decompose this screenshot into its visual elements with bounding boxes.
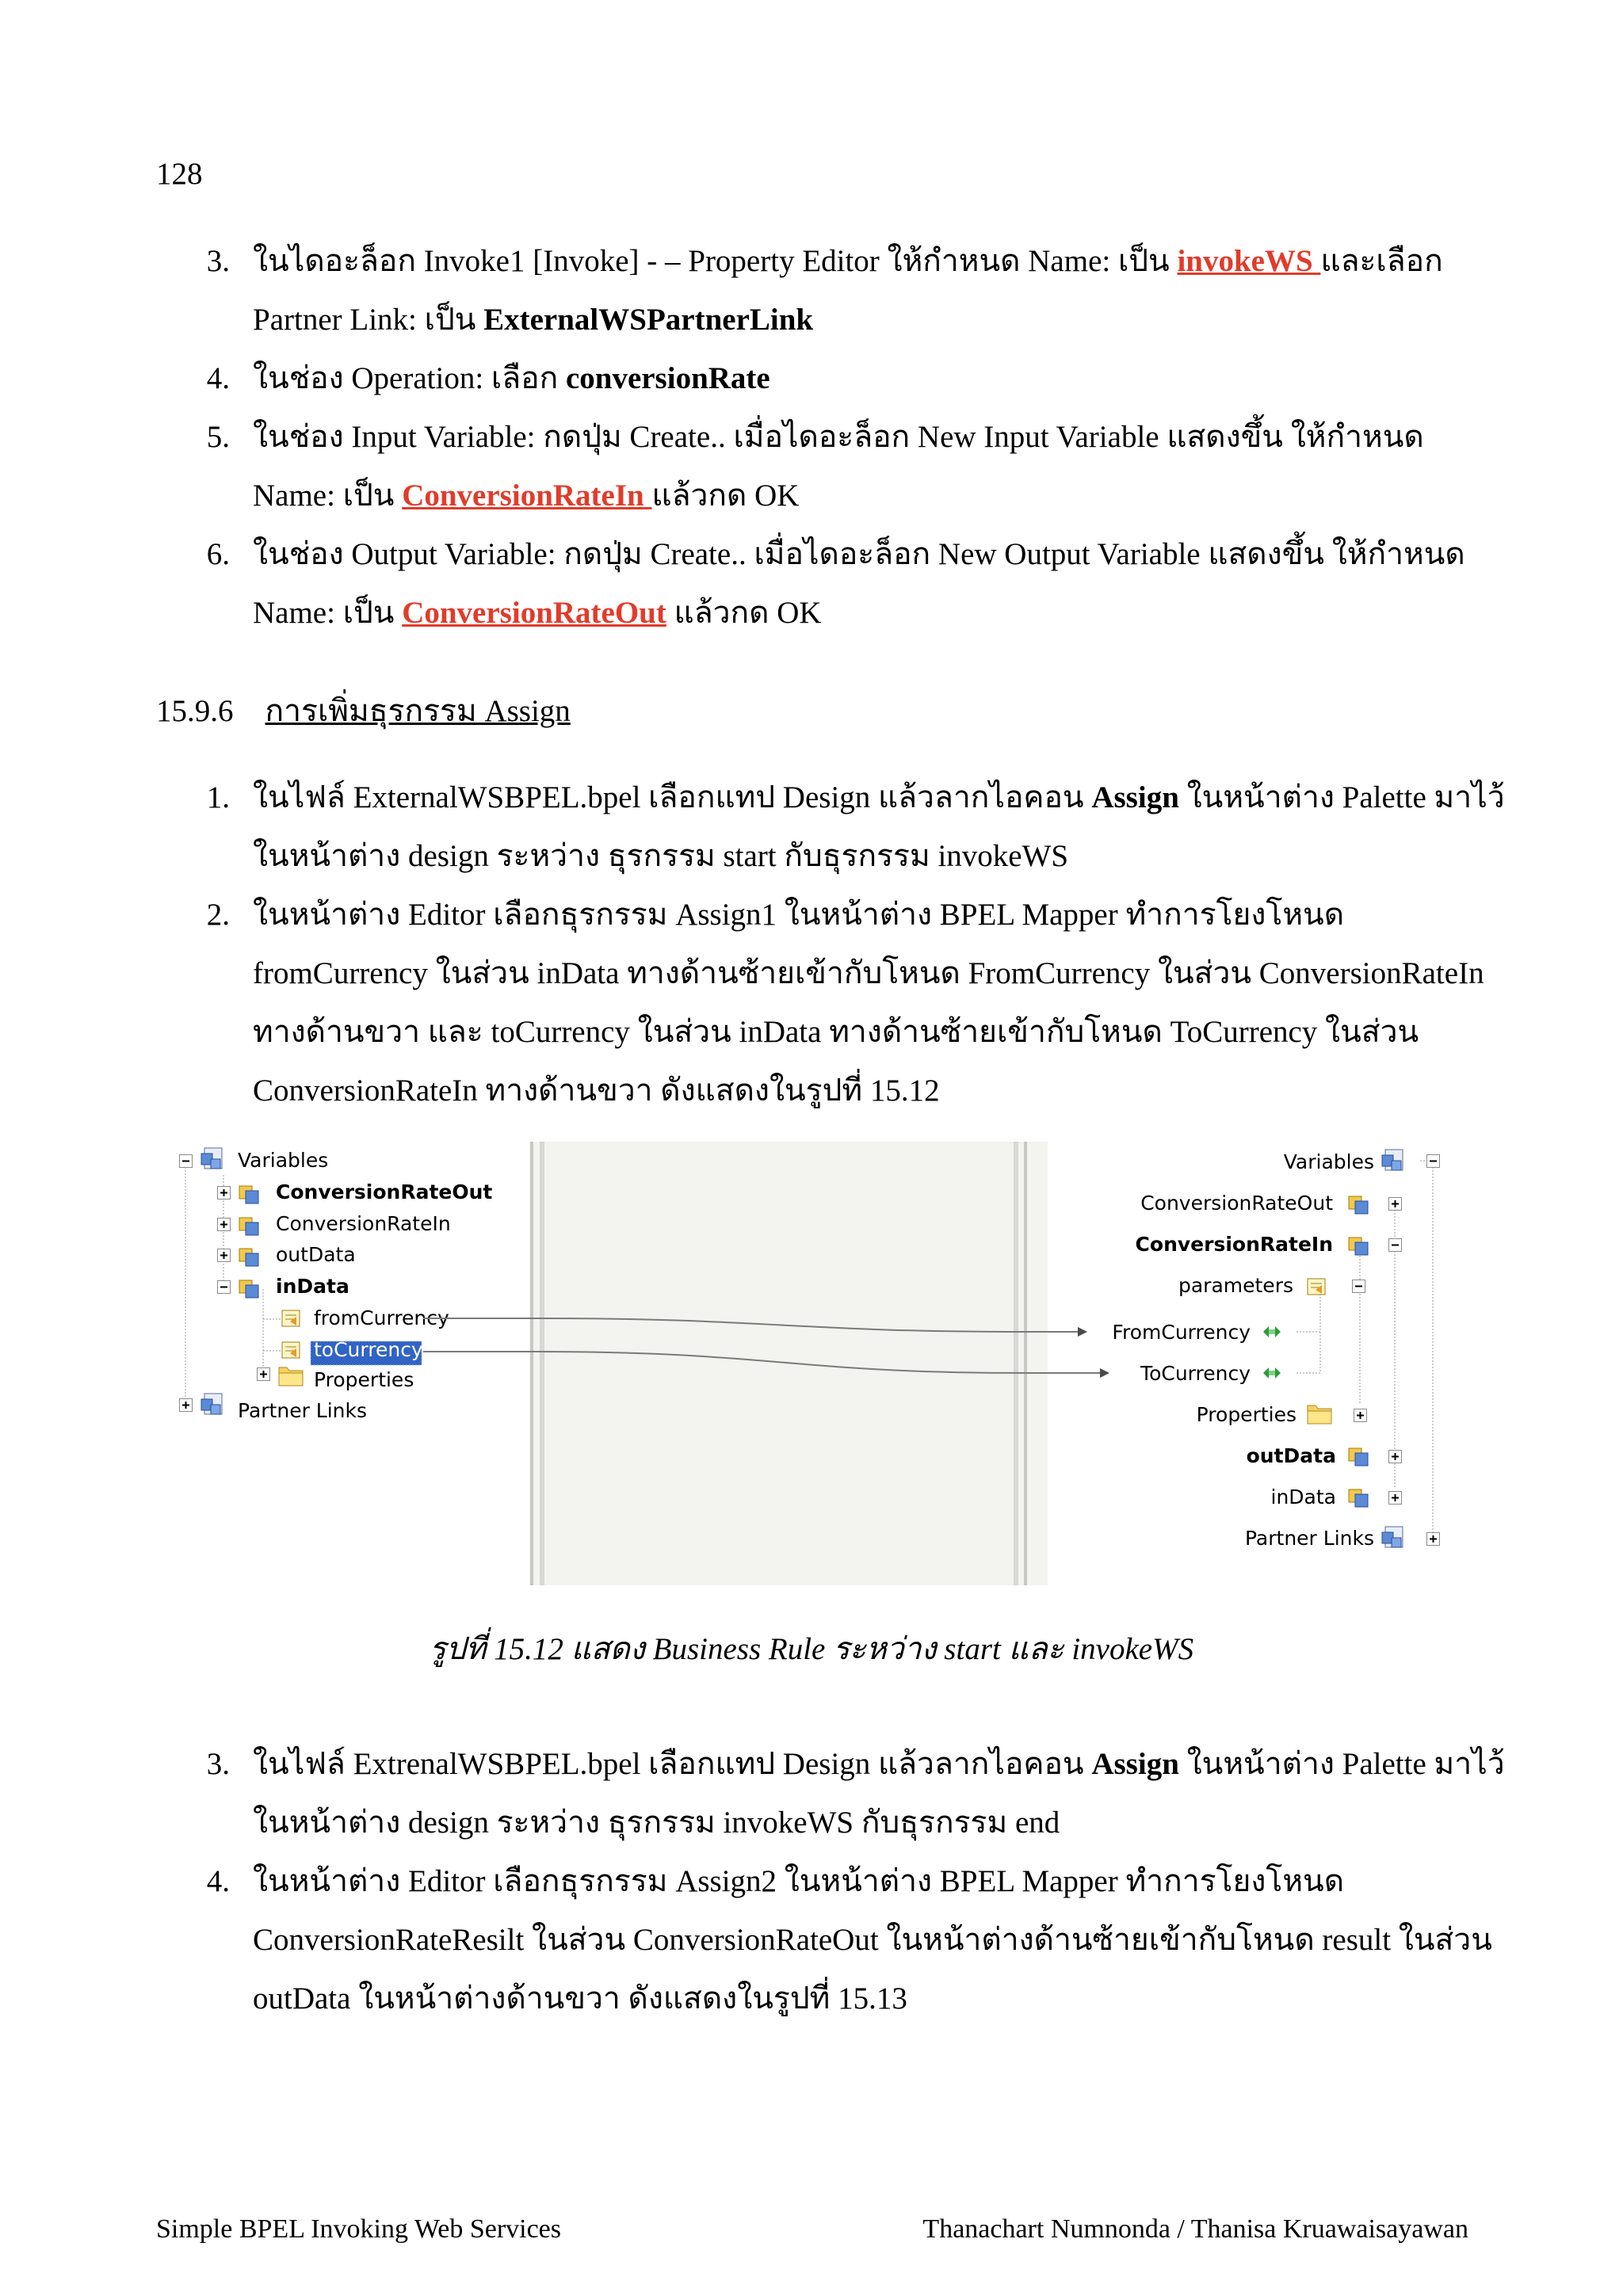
list-number: 3.	[206, 1747, 230, 1781]
left-tree-item-fromcurrency[interactable]: fromCurrency	[314, 1306, 449, 1329]
left-tree-item-indata[interactable]: inData	[276, 1275, 349, 1298]
assign-keyword: Assign	[1091, 1747, 1179, 1781]
item-text: ในช่อง Output Variable: กดปุ่ม Create.. เมื่อไดอะล็อก New Output Variable แสดงขึ้น ให้กำหนด	[253, 537, 1465, 571]
section-title: การเพิ่มธุรกรรม Assign	[265, 694, 571, 728]
folder-icon	[279, 1367, 303, 1386]
partner-link-name: ExternalWSPartnerLink	[483, 303, 814, 337]
right-tree-item-partner-links[interactable]: Partner Links	[1244, 1527, 1374, 1550]
left-tree-item-conversionratein[interactable]: ConversionRateIn	[276, 1212, 451, 1235]
item-text: ในหน้าต่าง Palette มาไว้	[1178, 780, 1505, 814]
list-item-continuation	[253, 477, 799, 515]
list-number: 4.	[206, 361, 230, 395]
message-part-icon	[282, 1310, 300, 1326]
item-text: ในไฟล์ ExtrenalWSBPEL.bpel เลือกแทป Design แล้วลากไอคอน	[253, 1747, 1092, 1781]
list-item-continuation: ConversionRateResilt ในส่วน ConversionRateOut ในหน้าต่างด้านซ้ายเข้ากับโหนด result ในส่วน	[253, 1923, 1492, 1957]
item-text: ในหน้าต่าง Editor เลือกธุรกรรม Assign1 ในหน้าต่าง BPEL Mapper ทำการโยงโหนด	[253, 898, 1345, 932]
left-tree-item-properties[interactable]: Properties	[314, 1368, 414, 1391]
variables-icon	[201, 1148, 222, 1169]
assign-keyword: Assign	[1091, 780, 1179, 814]
right-tree-lines	[1296, 1161, 1433, 1533]
string-type-icon	[1263, 1367, 1281, 1379]
right-tree-item-fromcurrency[interactable]: FromCurrency	[1112, 1321, 1251, 1344]
left-tree-item-partner-links[interactable]: Partner Links	[238, 1399, 368, 1422]
right-splitter-edge	[1014, 1142, 1018, 1585]
right-tree-item-outdata[interactable]: outData	[1246, 1444, 1336, 1467]
list-item-continuation: fromCurrency ในส่วน inData ทางด้านซ้ายเข้ากับโหนด FromCurrency ในส่วน ConversionRateIn	[253, 956, 1484, 990]
section-heading	[156, 692, 571, 730]
right-splitter[interactable]	[1024, 1142, 1027, 1585]
variable-icon	[1349, 1196, 1368, 1214]
right-tree-item-conversionratein[interactable]: ConversionRateIn	[1135, 1233, 1333, 1256]
folder-icon	[1308, 1405, 1331, 1424]
left-tree-item-outdata[interactable]: outData	[276, 1243, 356, 1266]
left-splitter[interactable]	[530, 1142, 533, 1585]
string-type-icon	[1263, 1326, 1281, 1337]
invokews-link[interactable]: invokeWS	[1177, 244, 1321, 278]
list-item-continuation	[253, 301, 813, 339]
variable-icon	[239, 1249, 258, 1266]
list-number: 4.	[206, 1864, 230, 1898]
item-text: ในไฟล์ ExternalWSBPEL.bpel เลือกแทป Design แล้วลากไอคอน	[253, 780, 1092, 814]
item-text: ในช่อง Input Variable: กดปุ่ม Create.. เมื่อไดอะล็อก New Input Variable แสดงขึ้น ให้กำหนด	[253, 420, 1424, 454]
left-tree-root[interactable]: Variables	[238, 1149, 329, 1172]
arrowhead	[1100, 1368, 1109, 1378]
list-number: 3.	[206, 244, 230, 278]
item-text: และเลือก	[1320, 244, 1443, 278]
variable-icon	[1349, 1489, 1368, 1507]
item-text: แล้วกด OK	[651, 479, 800, 513]
variable-icon	[1349, 1448, 1368, 1466]
right-tree-item-parameters[interactable]: parameters	[1178, 1274, 1293, 1297]
right-tree-item-tocurrency[interactable]: ToCurrency	[1140, 1362, 1251, 1385]
left-tree-item-conversionrateout[interactable]: ConversionRateOut	[276, 1180, 493, 1203]
list-number: 2.	[206, 898, 230, 932]
left-tree-item-tocurrency[interactable]: toCurrency	[314, 1338, 423, 1361]
figure-caption: รูปที่ 15.12 แสดง Business Rule ระหว่าง start และ invokeWS	[429, 1632, 1194, 1666]
partner-links-icon	[201, 1394, 222, 1414]
list-number: 5.	[206, 420, 230, 454]
item-text: Name: เป็น	[253, 596, 403, 630]
item-text: Name: เป็น	[253, 479, 403, 513]
conversionratein-link[interactable]: ConversionRateIn	[402, 479, 652, 513]
list-item-continuation: ConversionRateIn ทางด้านขวา ดังแสดงในรูปที่ 15.12	[253, 1074, 940, 1108]
list-number: 1.	[206, 780, 230, 814]
footer-left: Simple BPEL Invoking Web Services	[156, 2214, 561, 2244]
list-item-continuation	[253, 594, 822, 632]
message-part-icon	[1308, 1279, 1325, 1295]
section-number: 15.9.6	[156, 694, 234, 728]
arrowhead	[1078, 1327, 1087, 1337]
variable-icon	[239, 1280, 258, 1298]
right-tree-root[interactable]: Variables	[1283, 1150, 1374, 1173]
page-number: 128	[156, 157, 203, 191]
variable-icon	[1349, 1238, 1368, 1255]
item-text: ในช่อง Operation: เลือก	[253, 361, 566, 395]
left-splitter-edge	[540, 1142, 544, 1585]
right-tree-item-properties[interactable]: Properties	[1196, 1403, 1296, 1426]
item-text: แล้วกด OK	[666, 596, 822, 630]
list-item-continuation: ทางด้านขวา และ toCurrency ในส่วน inData ทางด้านซ้ายเข้ากับโหนด ToCurrency ในส่วน	[253, 1015, 1419, 1049]
right-tree-item-conversionrateout[interactable]: ConversionRateOut	[1140, 1192, 1333, 1215]
conversionrateout-link[interactable]: ConversionRateOut	[402, 596, 666, 630]
item-text: ในหน้าต่าง Palette มาไว้	[1178, 1747, 1505, 1781]
variable-icon	[239, 1186, 258, 1203]
footer-right: Thanachart Numnonda / Thanisa Kruawaisayawan	[922, 2214, 1468, 2244]
partner-links-icon	[1382, 1527, 1403, 1547]
list-number: 6.	[206, 537, 230, 571]
bpel-mapper-canvas	[171, 1142, 1471, 1585]
list-item-continuation: outData ในหน้าต่างด้านขวา ดังแสดงในรูปที่ 15.13	[253, 1981, 907, 2016]
item-text: ในไดอะล็อก Invoke1 [Invoke] - – Property Editor ให้กำหนด Name: เป็น	[253, 244, 1178, 278]
variables-icon	[1382, 1150, 1403, 1170]
bpel-mapper-figure	[171, 1142, 1471, 1585]
item-text: Partner Link: เป็น	[253, 303, 484, 337]
list-item-continuation: ในหน้าต่าง design ระหว่าง ธุรกรรม invokeWS กับธุรกรรม end	[253, 1806, 1060, 1840]
operation-name: conversionRate	[565, 361, 770, 395]
variable-icon	[239, 1218, 258, 1235]
message-part-icon	[282, 1342, 300, 1358]
item-text: ในหน้าต่าง Editor เลือกธุรกรรม Assign2 ในหน้าต่าง BPEL Mapper ทำการโยงโหนด	[253, 1864, 1345, 1898]
right-tree-item-indata[interactable]: inData	[1270, 1486, 1336, 1508]
list-item-continuation: ในหน้าต่าง design ระหว่าง ธุรกรรม start กับธุรกรรม invokeWS	[253, 839, 1069, 873]
